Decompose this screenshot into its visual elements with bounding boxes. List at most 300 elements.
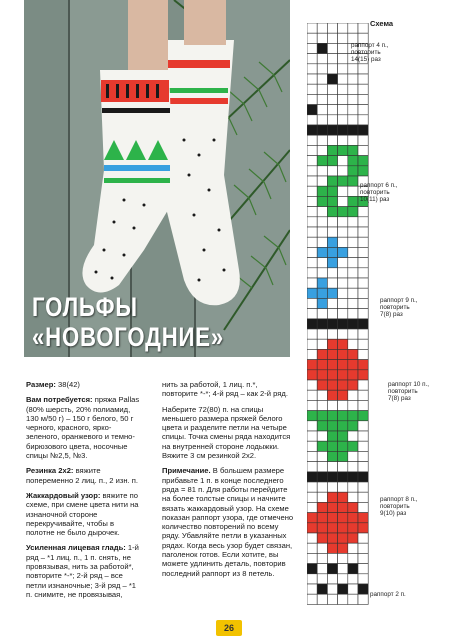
- chart-cell: [327, 411, 337, 421]
- chart-cell: [358, 298, 368, 308]
- chart-cell: [358, 594, 368, 604]
- chart-cell: [338, 594, 348, 604]
- chart-cell: [317, 166, 327, 176]
- chart-cell: [327, 431, 337, 441]
- chart-cell: [358, 472, 368, 482]
- stitch-text: 1-й ряд – *1 лиц. п., 1 п. снять, не провязывая, нить за работой*, повторите *-*; 2-й ряд – все петли изнаночные; 3-й ряд – *1 п. снимите, не провязывая,: [26, 543, 139, 599]
- chart-cell: [307, 502, 317, 512]
- chart-cell: [317, 329, 327, 339]
- chart-cell: [327, 64, 337, 74]
- chart-cell: [338, 584, 348, 594]
- chart-cell: [358, 502, 368, 512]
- chart-label-4: раппорт 10 п., повторить 7(8) раз: [388, 381, 429, 402]
- chart-cell: [327, 553, 337, 563]
- chart-cell: [348, 94, 358, 104]
- chart-cell: [317, 298, 327, 308]
- chart-cell: [338, 43, 348, 53]
- chart-cell: [307, 33, 317, 43]
- chart-cell: [317, 411, 327, 421]
- chart-cell: [327, 360, 337, 370]
- chart-cell: [327, 278, 337, 288]
- chart-cell: [358, 574, 368, 584]
- chart-cell: [317, 186, 327, 196]
- chart-cell: [358, 462, 368, 472]
- chart-title: Схема: [370, 19, 394, 28]
- chart-cell: [358, 400, 368, 410]
- chart-cell: [317, 451, 327, 461]
- chart-cell: [338, 156, 348, 166]
- chart-cell: [327, 523, 337, 533]
- chart-cell: [317, 84, 327, 94]
- chart-cell: [317, 360, 327, 370]
- chart-cell: [348, 298, 358, 308]
- chart-cell: [327, 196, 337, 206]
- chart-cell: [307, 349, 317, 359]
- chart-cell: [317, 145, 327, 155]
- chart-cell: [338, 319, 348, 329]
- chart-cell: [327, 390, 337, 400]
- chart-cell: [317, 390, 327, 400]
- chart-cell: [348, 166, 358, 176]
- chart-cell: [348, 360, 358, 370]
- chart-cell: [348, 74, 358, 84]
- chart-cell: [338, 54, 348, 64]
- knitting-chart: [307, 23, 369, 632]
- chart-cell: [338, 23, 348, 33]
- chart-cell: [358, 411, 368, 421]
- chart-cell: [307, 360, 317, 370]
- chart-cell: [327, 156, 337, 166]
- sock-left-icon: [82, 70, 174, 293]
- chart-cell: [327, 472, 337, 482]
- instructions-paragraph-3: В большем размере прибавьте 1 п. в конце последнего ряда = 81 п. Для работы перейдите на более толстые спицы и начните вязать жаккардовый узор. На схеме показан раппорт узора, где отмечено количество повторений по всему ряду. Убавляйте петли в указанных рядах. Когда весь узор будет связан, паголенок готов. Если хотите, вы можете удлинить деталь, повторив последний раппорт из 8 петель.: [162, 466, 294, 578]
- chart-cell: [358, 390, 368, 400]
- chart-cell: [338, 400, 348, 410]
- chart-cell: [338, 349, 348, 359]
- chart-cell: [327, 74, 337, 84]
- chart-cell: [307, 23, 317, 33]
- chart-cell: [317, 247, 327, 257]
- chart-cell: [327, 462, 337, 472]
- chart-cell: [317, 421, 327, 431]
- chart-cell: [338, 421, 348, 431]
- chart-cell: [327, 258, 337, 268]
- leg-left: [128, 0, 168, 70]
- chart-cell: [327, 227, 337, 237]
- title-line-2: «НОВОГОДНИЕ»: [32, 322, 224, 352]
- chart-cell: [338, 543, 348, 553]
- chart-cell: [338, 125, 348, 135]
- chart-cell: [358, 370, 368, 380]
- chart-cell: [358, 166, 368, 176]
- chart-cell: [338, 227, 348, 237]
- chart-cell: [317, 472, 327, 482]
- chart-cell: [327, 43, 337, 53]
- note-label: Примечание.: [162, 466, 211, 476]
- chart-cell: [327, 54, 337, 64]
- chart-label-2: раппорт 6 п., повторить 10(11) раз: [360, 182, 398, 203]
- chart-cell: [307, 421, 317, 431]
- chart-cell: [327, 217, 337, 227]
- chart-cell: [307, 574, 317, 584]
- chart-cell: [317, 319, 327, 329]
- chart-cell: [317, 74, 327, 84]
- chart-cell: [358, 288, 368, 298]
- chart-cell: [317, 533, 327, 543]
- chart-cell: [348, 492, 358, 502]
- chart-cell: [307, 196, 317, 206]
- chart-cell: [307, 74, 317, 84]
- chart-cell: [327, 594, 337, 604]
- chart-cell: [348, 584, 358, 594]
- chart-cell: [358, 217, 368, 227]
- size-label: Размер:: [26, 380, 56, 389]
- chart-cell: [358, 441, 368, 451]
- chart-cell: [338, 451, 348, 461]
- chart-cell: [358, 421, 368, 431]
- chart-cell: [338, 237, 348, 247]
- chart-cell: [338, 298, 348, 308]
- chart-cell: [338, 84, 348, 94]
- chart-cell: [327, 115, 337, 125]
- chart-cell: [348, 64, 358, 74]
- chart-cell: [307, 584, 317, 594]
- chart-cell: [317, 207, 327, 217]
- chart-cell: [307, 492, 317, 502]
- chart-cell: [317, 227, 327, 237]
- chart-cell: [338, 105, 348, 115]
- size-value: 38(42): [58, 380, 80, 389]
- chart-cell: [348, 472, 358, 482]
- chart-cell: [307, 186, 317, 196]
- chart-cell: [317, 156, 327, 166]
- chart-cell: [338, 176, 348, 186]
- chart-cell: [327, 339, 337, 349]
- chart-cell: [358, 451, 368, 461]
- chart-cell: [348, 594, 358, 604]
- chart-cell: [307, 135, 317, 145]
- chart-cell: [327, 349, 337, 359]
- chart-cell: [358, 278, 368, 288]
- chart-cell: [327, 309, 337, 319]
- chart-cell: [338, 196, 348, 206]
- chart-cell: [338, 370, 348, 380]
- chart-cell: [358, 23, 368, 33]
- chart-cell: [348, 207, 358, 217]
- chart-cell: [358, 64, 368, 74]
- chart-cell: [348, 339, 358, 349]
- chart-cell: [348, 23, 358, 33]
- chart-cell: [317, 584, 327, 594]
- chart-cell: [317, 309, 327, 319]
- chart-cell: [348, 227, 358, 237]
- chart-label-3: раппорт 9 п., повторить 7(8) раз: [380, 297, 418, 318]
- chart-cell: [338, 492, 348, 502]
- instructions-paragraph-2: Наберите 72(80) п. на спицы меньшего размера пряжей белого цвета и разделите петли на четыре спицы. Точка смены ряда находится на внутренней стороне лодыжки. Вяжите 3 см резинкой 2х2.: [162, 404, 291, 461]
- chart-cell: [307, 54, 317, 64]
- leg-right: [184, 0, 226, 45]
- chart-cell: [327, 247, 337, 257]
- chart-cell: [358, 237, 368, 247]
- chart-cell: [307, 166, 317, 176]
- chart-cell: [317, 54, 327, 64]
- chart-cell: [338, 513, 348, 523]
- chart-cell: [358, 94, 368, 104]
- chart-cell: [358, 533, 368, 543]
- chart-cell: [338, 186, 348, 196]
- chart-cell: [307, 400, 317, 410]
- chart-cell: [348, 533, 358, 543]
- chart-cell: [348, 502, 358, 512]
- chart-cell: [348, 84, 358, 94]
- chart-cell: [338, 145, 348, 155]
- chart-cell: [327, 543, 337, 553]
- chart-cell: [348, 411, 358, 421]
- chart-cell: [348, 156, 358, 166]
- chart-cell: [317, 176, 327, 186]
- chart-cell: [317, 574, 327, 584]
- chart-cell: [327, 207, 337, 217]
- chart-cell: [327, 94, 337, 104]
- chart-cell: [358, 543, 368, 553]
- chart-cell: [338, 339, 348, 349]
- rib-text: вяжите попеременно 2 лиц. п., 2 изн. п.: [26, 466, 138, 485]
- chart-cell: [327, 329, 337, 339]
- chart-cell: [338, 33, 348, 43]
- chart-cell: [307, 441, 317, 451]
- title-line-1: ГОЛЬФЫ: [32, 292, 138, 322]
- chart-cell: [348, 288, 358, 298]
- chart-cell: [307, 105, 317, 115]
- page-number: 26: [216, 620, 242, 636]
- chart-cell: [358, 105, 368, 115]
- chart-cell: [307, 207, 317, 217]
- chart-cell: [358, 329, 368, 339]
- chart-cell: [317, 135, 327, 145]
- chart-cell: [307, 390, 317, 400]
- chart-cell: [327, 584, 337, 594]
- chart-cell: [307, 533, 317, 543]
- chart-cell: [307, 125, 317, 135]
- chart-cell: [307, 523, 317, 533]
- chart-cell: [307, 370, 317, 380]
- chart-cell: [348, 105, 358, 115]
- chart-cell: [327, 502, 337, 512]
- chart-cell: [358, 115, 368, 125]
- chart-cell: [358, 380, 368, 390]
- chart-cell: [338, 523, 348, 533]
- chart-cell: [358, 135, 368, 145]
- chart-cell: [317, 513, 327, 523]
- chart-cell: [348, 115, 358, 125]
- chart-cell: [338, 482, 348, 492]
- chart-cell: [348, 278, 358, 288]
- materials-text: пряжа Pallas (80% шерсть, 20% полиамид, 130 м/50 г) – 150 г белого, 50 г черного, красного, ярко-зеленого, оранжевого и темно-бирюзового цвета, носочные спицы №2,5, №3.: [26, 395, 140, 461]
- chart-cell: [358, 319, 368, 329]
- chart-cell: [338, 564, 348, 574]
- chart-cell: [317, 217, 327, 227]
- chart-cell: [317, 288, 327, 298]
- chart-cell: [338, 217, 348, 227]
- chart-cell: [327, 166, 337, 176]
- chart-cell: [307, 64, 317, 74]
- chart-cell: [327, 451, 337, 461]
- chart-cell: [317, 380, 327, 390]
- chart-cell: [327, 441, 337, 451]
- chart-cell: [348, 370, 358, 380]
- chart-cell: [327, 319, 337, 329]
- chart-cell: [317, 64, 327, 74]
- chart-cell: [317, 23, 327, 33]
- chart-cell: [338, 533, 348, 543]
- chart-cell: [317, 462, 327, 472]
- chart-cell: [307, 237, 317, 247]
- chart-cell: [338, 247, 348, 257]
- chart-cell: [338, 288, 348, 298]
- chart-cell: [317, 125, 327, 135]
- chart-cell: [358, 349, 368, 359]
- chart-cell: [307, 513, 317, 523]
- chart-cell: [307, 411, 317, 421]
- chart-cell: [327, 482, 337, 492]
- chart-cell: [348, 523, 358, 533]
- chart-cell: [307, 94, 317, 104]
- chart-cell: [307, 43, 317, 53]
- chart-cell: [317, 370, 327, 380]
- chart-cell: [348, 196, 358, 206]
- chart-cell: [348, 309, 358, 319]
- chart-cell: [327, 84, 337, 94]
- chart-cell: [317, 278, 327, 288]
- chart-cell: [348, 390, 358, 400]
- chart-cell: [327, 23, 337, 33]
- chart-cell: [307, 268, 317, 278]
- chart-cell: [317, 543, 327, 553]
- chart-cell: [327, 186, 337, 196]
- chart-cell: [307, 329, 317, 339]
- chart-cell: [348, 319, 358, 329]
- chart-cell: [317, 196, 327, 206]
- chart-cell: [317, 431, 327, 441]
- chart-cell: [307, 472, 317, 482]
- chart-cell: [338, 329, 348, 339]
- chart-cell: [348, 329, 358, 339]
- chart-cell: [358, 564, 368, 574]
- chart-cell: [348, 574, 358, 584]
- chart-cell: [338, 135, 348, 145]
- chart-cell: [358, 584, 368, 594]
- chart-cell: [338, 502, 348, 512]
- chart-cell: [348, 431, 358, 441]
- chart-cell: [338, 574, 348, 584]
- chart-cell: [338, 390, 348, 400]
- chart-cell: [327, 176, 337, 186]
- chart-cell: [307, 594, 317, 604]
- chart-cell: [317, 502, 327, 512]
- chart-cell: [317, 523, 327, 533]
- chart-cell: [307, 145, 317, 155]
- materials-label: Вам потребуется:: [26, 395, 93, 405]
- jacquard-label: Жаккардовый узор:: [26, 490, 101, 500]
- chart-cell: [327, 105, 337, 115]
- chart-cell: [307, 339, 317, 349]
- chart-cell: [348, 400, 358, 410]
- chart-cell: [317, 237, 327, 247]
- chart-cell: [327, 33, 337, 43]
- chart-cell: [307, 217, 317, 227]
- chart-cell: [307, 482, 317, 492]
- chart-cell: [327, 135, 337, 145]
- chart-label-1: раппорт 4 п., повторить 14(15) раз: [351, 42, 389, 63]
- chart-cell: [338, 472, 348, 482]
- chart-cell: [327, 268, 337, 278]
- chart-cell: [327, 513, 337, 523]
- chart-cell: [348, 482, 358, 492]
- chart-cell: [348, 176, 358, 186]
- chart-cell: [307, 553, 317, 563]
- chart-cell: [338, 115, 348, 125]
- chart-cell: [348, 349, 358, 359]
- chart-cell: [338, 64, 348, 74]
- chart-cell: [307, 156, 317, 166]
- chart-cell: [307, 380, 317, 390]
- chart-cell: [338, 309, 348, 319]
- chart-cell: [327, 533, 337, 543]
- chart-cell: [348, 564, 358, 574]
- middle-text-column: [162, 380, 294, 584]
- chart-cell: [307, 247, 317, 257]
- chart-cell: [358, 268, 368, 278]
- chart-cell: [348, 462, 358, 472]
- chart-cell: [307, 564, 317, 574]
- chart-cell: [348, 553, 358, 563]
- chart-cell: [358, 84, 368, 94]
- chart-cell: [358, 492, 368, 502]
- chart-cell: [348, 217, 358, 227]
- chart-cell: [348, 186, 358, 196]
- chart-cell: [358, 513, 368, 523]
- chart-cell: [307, 451, 317, 461]
- photo: [24, 0, 290, 357]
- chart-cell: [358, 258, 368, 268]
- chart-cell: [307, 543, 317, 553]
- chart-cell: [338, 360, 348, 370]
- chart-cell: [307, 298, 317, 308]
- chart-cell: [307, 176, 317, 186]
- chart-cell: [348, 135, 358, 145]
- chart-cell: [338, 441, 348, 451]
- chart-cell: [348, 247, 358, 257]
- chart-cell: [327, 125, 337, 135]
- chart-cell: [348, 543, 358, 553]
- jacquard-text: вяжите по схеме, при смене цвета нити на изнаночной стороне перекручивайте, чтобы в полотне не было дырочек.: [26, 490, 139, 538]
- chart-cell: [358, 553, 368, 563]
- chart-cell: [358, 74, 368, 84]
- chart-cell: [338, 553, 348, 563]
- chart-cell: [317, 482, 327, 492]
- chart-cell: [317, 553, 327, 563]
- chart-label-6: раппорт 2 п.: [370, 591, 406, 598]
- chart-cell: [358, 482, 368, 492]
- chart-cell: [317, 349, 327, 359]
- chart-cell: [307, 319, 317, 329]
- chart-cell: [358, 309, 368, 319]
- chart-cell: [358, 247, 368, 257]
- chart-cell: [338, 411, 348, 421]
- chart-cell: [358, 523, 368, 533]
- chart-cell: [338, 462, 348, 472]
- chart-cell: [307, 84, 317, 94]
